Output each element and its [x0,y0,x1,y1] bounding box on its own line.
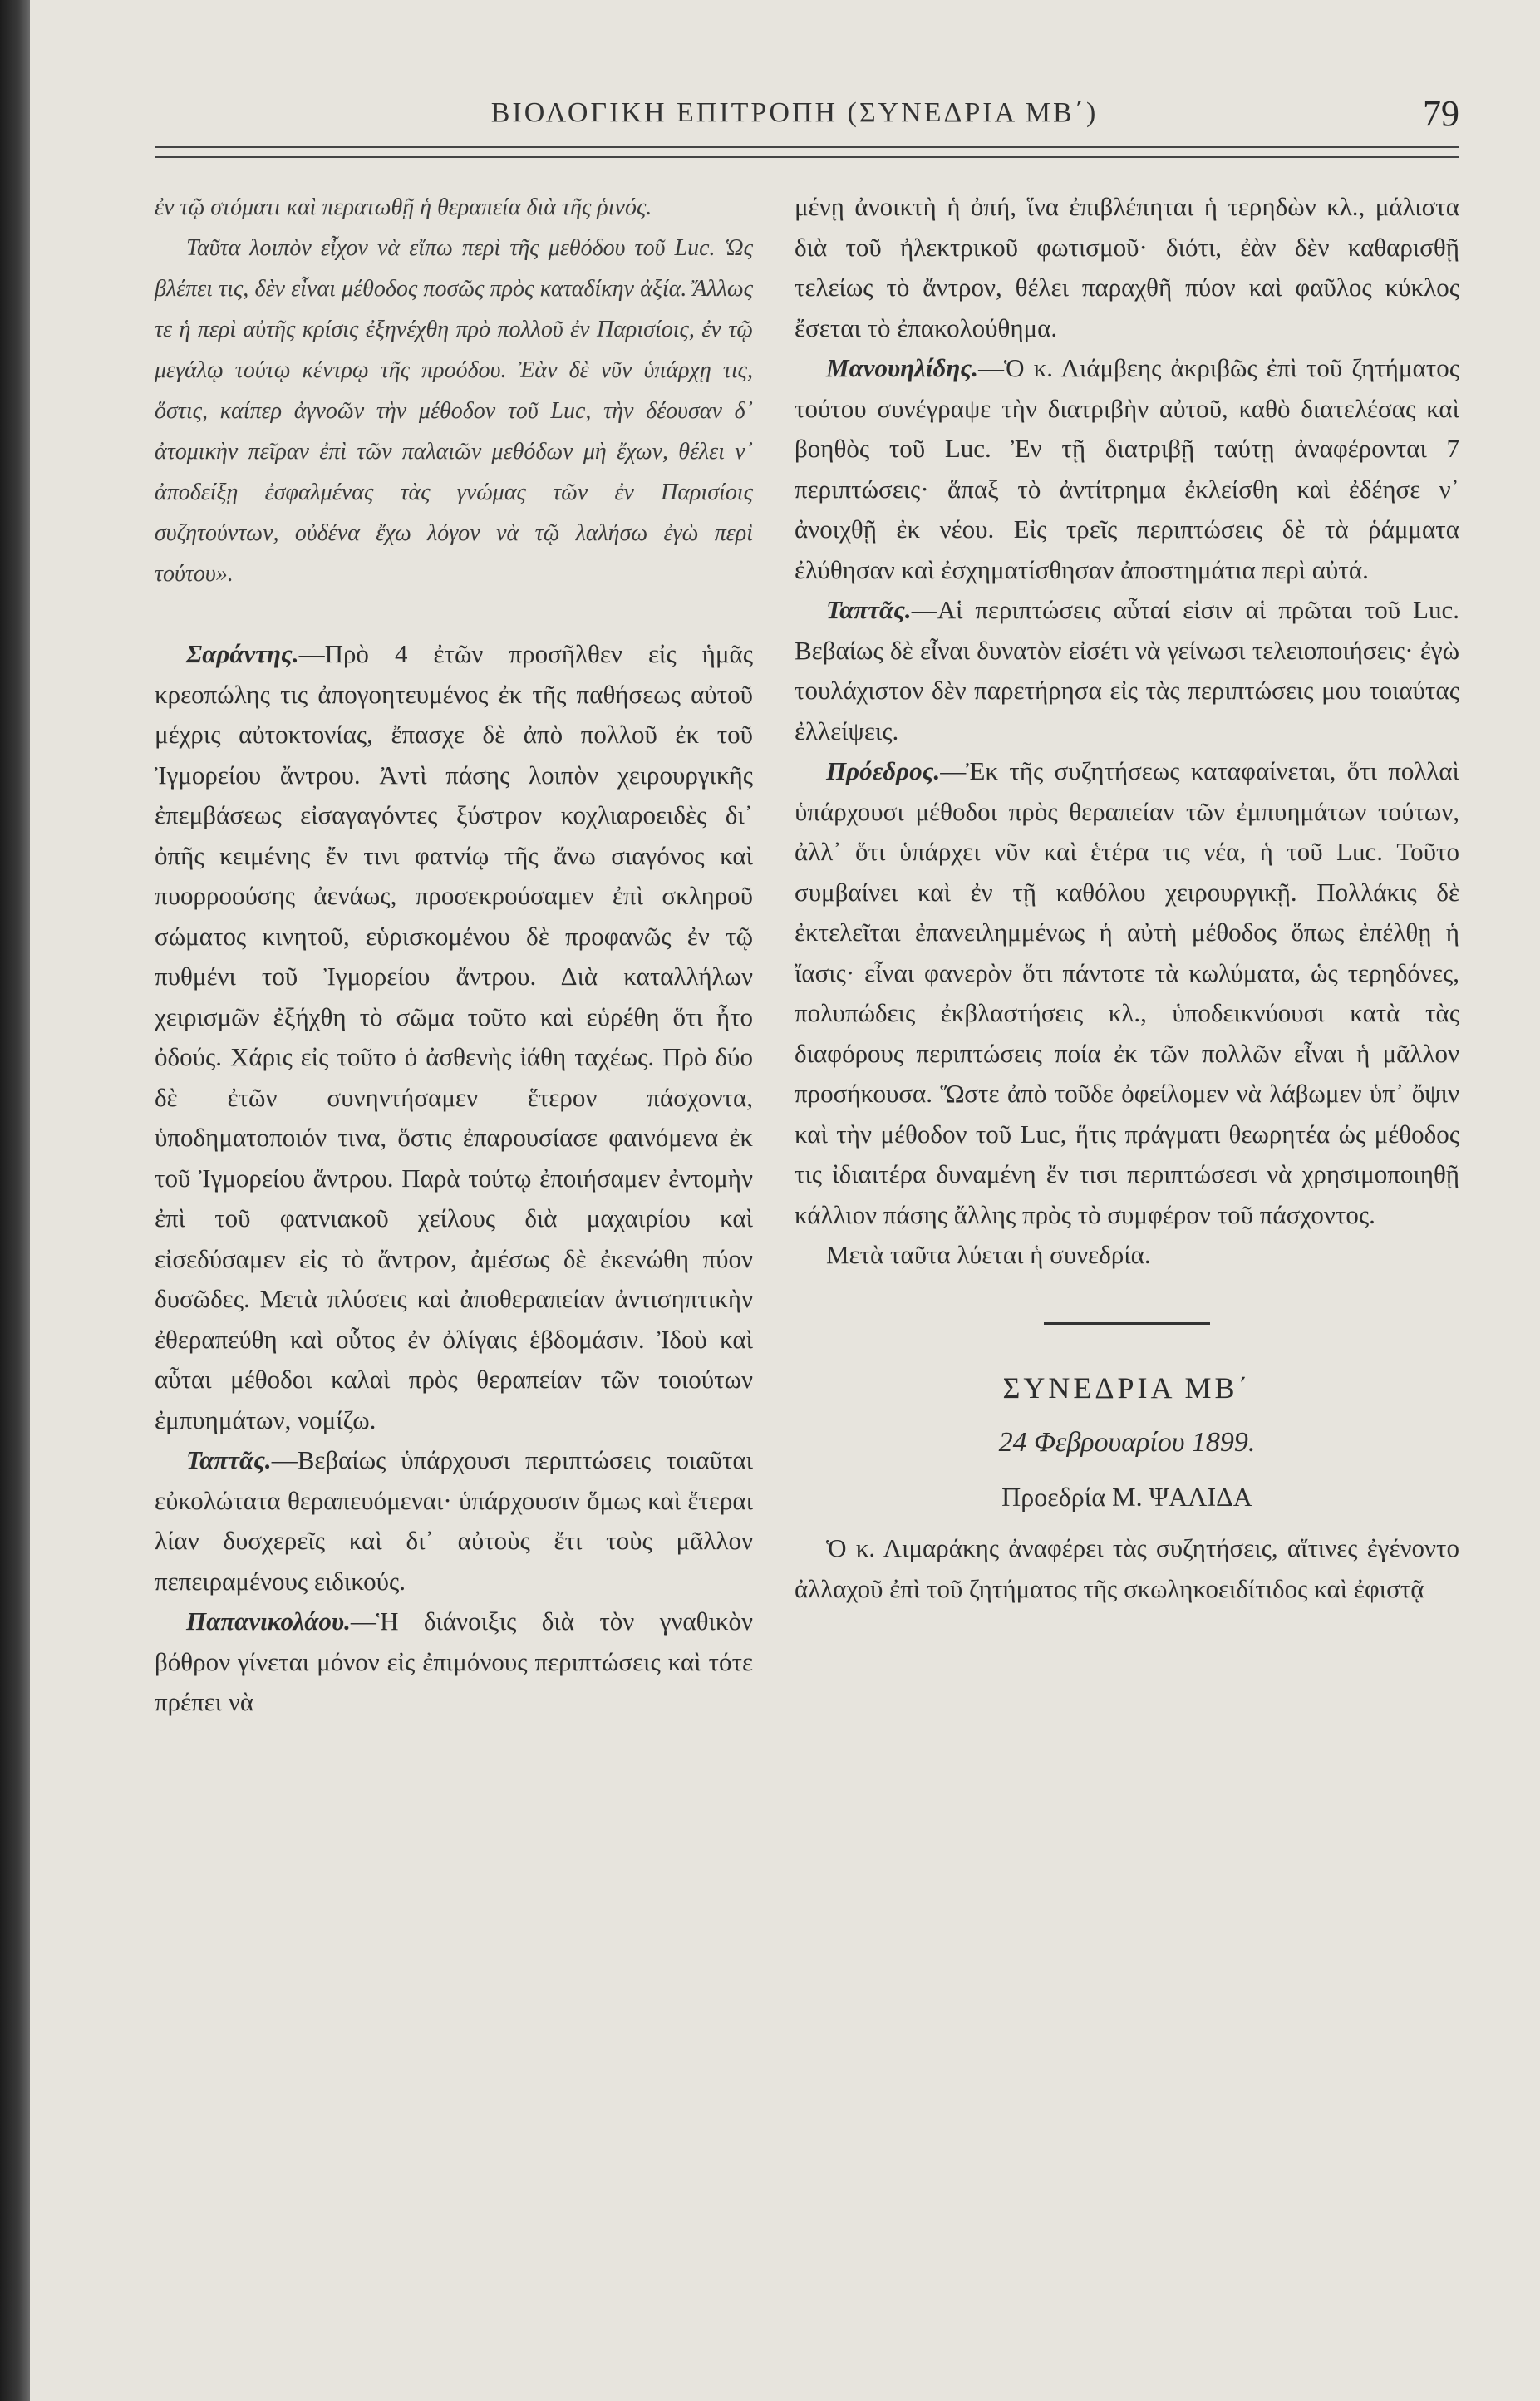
session-title: ΣΥΝΕΔΡΙΑ ΜΒ΄ [1002,1370,1252,1405]
page-number: 79 [1423,93,1459,134]
speaker-name: Παπανικολάου. [186,1606,351,1636]
session-presidency: Προεδρία Μ. ΨΑΛΙΔΑ [1001,1481,1252,1512]
speech-taptas [155,1440,753,1601]
header-rule-bottom [155,156,1459,158]
right-column [795,187,1459,1609]
section-divider [1044,1322,1210,1325]
speech-text: —Ἐκ τῆς συζητήσεως καταφαίνεται, ὅτι πολλαὶ ὑπάρχουσι μέθοδοι πρὸς θεραπείαν τῶν ἐμπυημάτων τούτων, ἀλλ᾽ ὅτι ὑπάρχει νῦν καὶ ἑτέρα τις νέα, ἡ τοῦ Luc. Τοῦτο συμβαίνει καὶ ἐν τῇ καθόλου χειρουργικῇ. Πολλάκις δὲ ἐκτελεῖται ἐπανειλημμένως ἡ αὐτὴ μέθοδος ὅπως ἐπέλθῃ ἡ ἴασις· εἶναι φανερὸν ὅτι πάντοτε τὰ κωλύματα, ὡς τερηδόνες, πολυπώδεις ἐκβλαστήσεις κλ., ὑποδεικνύουσι κατὰ τὰς διαφόρους περιπτώσεις ποία ἐκ τῶν πολλῶν εἶναι ἡ μᾶλλον προσήκουσα. Ὥστε ἀπὸ τοῦδε ὀφείλομεν νὰ λάβωμεν ὑπ᾽ ὄψιν καὶ τὴν μέθοδον τοῦ Luc, ἥτις πράγματι θεωρητέα ὡς μέθοδος τις ἰδιαιτέρα δυναμένη ἔν τισι περιπτώσεσι νὰ χρησιμοποιηθῇ κάλλιον πάσης ἄλλης πρὸς τὸ συμφέρον τοῦ πάσχοντος. [795,756,1459,1229]
speaker-name: Ταπτᾶς. [826,595,912,624]
speech-text: —Ὁ κ. Λιάμβεης ἀκριβῶς ἐπὶ τοῦ ζητήματος τούτου συνέγραψε τὴν διατριβὴν αὐτοῦ, καθὸ διατελέσας καὶ βοηθὸς τοῦ Luc. Ἐν τῇ διατριβῇ ταύτῃ ἀναφέρονται 7 περιπτώσεις· ἅπαξ τὸ ἀντίτρημα ἐκλείσθη καὶ ἐδέησε ν᾽ ἀνοιχθῇ ἐκ νέου. Εἰς τρεῖς περιπτώσεις δὲ τὰ ῥάμματα ἐλύθησαν καὶ ἐσχηματίσθησαν ἀποστημάτια περὶ αὐτά. [795,353,1459,584]
continued-paragraph: μένῃ ἀνοικτὴ ἡ ὀπή, ἵνα ἐπιβλέπηται ἡ τερηδὼν κλ., μάλιστα διὰ τοῦ ἠλεκτρικοῦ φωτισμοῦ· διότι, ἐὰν δὲν καθαρισθῇ τελείως τὸ ἄντρον, θέλει παραχθῆ πύον καὶ φαῦλος κύκλος ἔσεται τὸ ἐπακολούθημα. [795,192,1459,342]
closing-line: Μετὰ ταῦτα λύεται ἡ συνεδρία. [826,1240,1151,1269]
speech-text: —Πρὸ 4 ἐτῶν προσῆλθεν εἰς ἡμᾶς κρεοπώλης τις ἀπογοητευμένος ἐκ τῆς παθήσεως αὐτοῦ μέχρις αὐτοκτονίας, ἔπασχε δὲ ἀπὸ πολλοῦ ἐκ τοῦ Ἰγμορείου ἄντρου. Ἀντὶ πάσης λοιπὸν χειρουργικῆς ἐπεμβάσεως εἰσαγαγόντες ξύστρον κοχλιαροειδὲς δι᾽ ὀπῆς κειμένης ἔν τινι φατνίῳ τῆς ἄνω σιαγόνος καὶ πυορροούσης ἀενάως, προσεκρούσαμεν ἐπὶ σκληροῦ σώματος κινητοῦ, εὑρισκομένου δὲ προφανῶς ἐν τῷ πυθμένι τοῦ Ἰγμορείου ἄντρου. Διὰ καταλλήλων χειρισμῶν ἐξήχθη τὸ σῶμα τοῦτο καὶ εὑρέθη ὅτι ἦτο ὀδούς. Χάρις εἰς τοῦτο ὁ ἀσθενὴς ἰάθη ταχέως. Πρὸ δύο δὲ ἐτῶν συνηντήσαμεν ἕτερον πάσχοντα, ὑποδηματοποιόν τινα, ὅστις ἐπαρουσίασε φαινόμενα ἐκ τοῦ Ἰγμορείου ἄντρου. Παρὰ τούτῳ ἐποιήσαμεν ἐντομὴν ἐπὶ τοῦ φατνιακοῦ χείλους διὰ μαχαιρίου καὶ εἰσεδύσαμεν εἰς τὸ ἄντρον, ἀμέσως δὲ ἐκενώθη πύον δυσῶδες. Μετὰ πλύσεις καὶ ἀποθεραπείαν ἀντισηπτικὴν ἐθεραπεύθη καὶ οὗτος ἐν ὀλίγαις ἑβδομάσιν. Ἰδοὺ καὶ αὗται μέθοδοι καλαὶ πρὸς θεραπείαν τῶν τοιούτων ἐμπυημάτων, νομίζω. [155,639,753,1434]
speech-president [795,751,1459,1235]
speaker-name: Ταπτᾶς. [186,1445,272,1474]
speaker-name: Πρόεδρος. [826,756,941,785]
header-rule-top [155,146,1459,148]
speaker-name: Μανουηλίδης. [826,353,979,382]
quote-paragraph: Ταῦτα λοιπὸν εἶχον νὰ εἴπω περὶ τῆς μεθόδου τοῦ Luc. Ὡς βλέπει τις, δὲν εἶναι μέθοδος ποσῶς πρὸς καταδίκην ἀξία. Ἄλλως τε ἡ περὶ αὐτῆς κρίσις ἐξηνέχθη πρὸ πολλοῦ ἐν Παρισίοις, ἐν τῷ μεγάλῳ τούτῳ κέντρῳ τῆς προόδου. Ἐὰν δὲ νῦν ὑπάρχῃ τις, ὅστις, καίπερ ἀγνοῶν τὴν μέθοδον τοῦ Luc, τὴν δέουσαν δ᾽ ἀτομικὴν πεῖραν ἐπὶ τῶν παλαιῶν μεθόδων μὴ ἔχων, θέλει ν᾽ ἀποδείξῃ ἐσφαλμένας τὰς γνώμας τῶν ἐν Παρισίοις συζητούντων, οὐδένα ἔχω λόγον νὰ τῷ λαλήσω ἐγὼ περὶ τούτου». [155,235,753,587]
scanned-page [30,0,1540,2401]
speech-sarantis [155,634,753,1440]
running-title: ΒΙΟΛΟΓΙΚΗ ΕΠΙΤΡΟΠΗ (ΣΥΝΕΔΡΙΑ ΜΒ΄) [490,97,1099,128]
speech-papanikolaou [155,1601,753,1723]
paragraph-gap [155,594,753,634]
session-date: 24 Φεβρουαρίου 1899. [998,1427,1256,1458]
speech-text: —Αἱ περιπτώσεις αὗταί εἰσιν αἱ πρῶται τοῦ Luc. Βεβαίως δὲ εἶναι δυνατὸν εἰσέτι νὰ γείνωσι τελειοποιήσεις· ἐγὼ τουλάχιστον δὲν παρετήρησα εἰς τὰς περιπτώσεις μου τοιαύτας ἐλλείψεις. [795,595,1459,745]
speech-manousilidis [795,348,1459,590]
left-column [155,187,753,1723]
final-paragraph: Ὁ κ. Λιμαράκης ἀναφέρει τὰς συζητήσεις, αἵτινες ἐγένοντο ἀλλαχοῦ ἐπὶ τοῦ ζητήματος τῆς σκωληκοειδίτιδος καὶ ἐφιστᾷ [795,1533,1459,1603]
speaker-name: Σαράντης. [186,639,299,668]
book-binding-shadow [0,0,30,2401]
speech-text: —Βεβαίως ὑπάρχουσι περιπτώσεις τοιαῦται εὐκολώτατα θεραπευόμεναι· ὑπάρχουσιν ὅμως καὶ ἕτεραι λίαν δυσχερεῖς καὶ δι᾽ αὐτοὺς ἔτι τοὺς μᾶλλον πεπειραμένους ειδικούς. [155,1445,753,1596]
speech-text: —Ἡ διάνοιξις διὰ τὸν γναθικὸν βόθρον γίνεται μόνον εἰς ἐπιμόνους περιπτώσεις καὶ τότε πρέπει νὰ [155,1606,753,1716]
quote-paragraph: ἐν τῷ στόματι καὶ περατωθῇ ἡ θεραπεία διὰ τῆς ῥινός. [155,194,652,220]
speech-taptas [795,590,1459,751]
running-head [130,87,1459,137]
